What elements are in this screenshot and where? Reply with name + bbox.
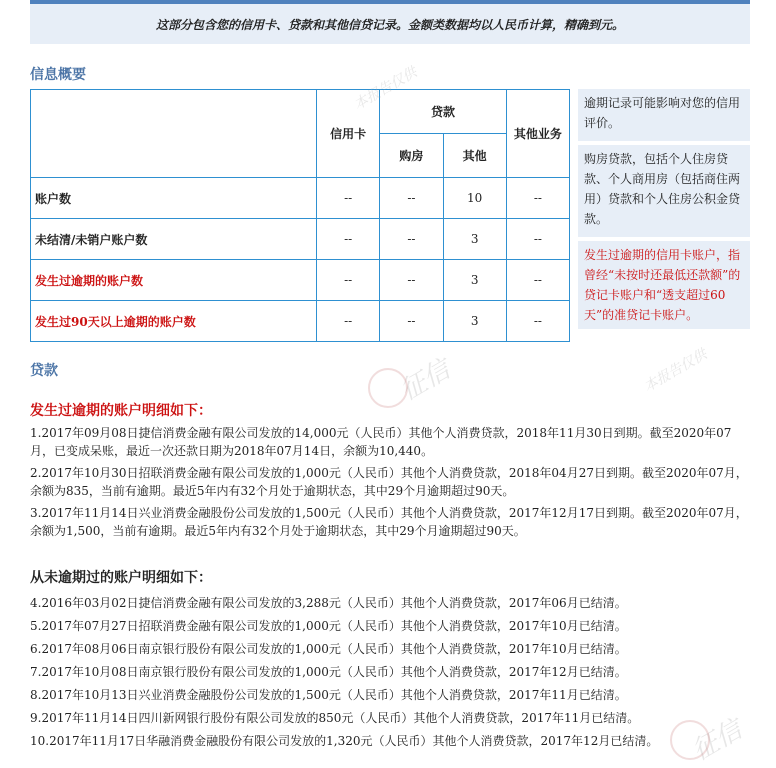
row-label: 发生过90天以上逾期的账户数: [31, 301, 317, 342]
table-row: [31, 260, 570, 301]
list-item: 7.2017年10月08日南京银行股份有限公司发放的1,000元（人民币）其他个人消费贷款，2017年12月已结清。: [30, 665, 627, 679]
cell-credit-card: --: [317, 260, 380, 301]
cell-credit-card: --: [317, 178, 380, 219]
header-loan: 贷款: [380, 90, 506, 134]
loans-title: 贷款: [30, 363, 58, 379]
overview-title: 信息概要: [30, 67, 86, 83]
header-credit-card: 信用卡: [317, 90, 380, 178]
overdue-entries: [30, 424, 752, 540]
list-item: 8.2017年10月13日兴业消费金融股份公司发放的1,500元（人民币）其他个人消费贷款，2017年11月已结清。: [30, 688, 627, 702]
list-item: 5.2017年07月27日招联消费金融有限公司发放的1,000元（人民币）其他个人消费贷款，2017年10月已结清。: [30, 619, 627, 633]
row-label: 未结清/未销户账户数: [31, 219, 317, 260]
row-label: 账户数: [31, 178, 317, 219]
cell-other: 3: [443, 260, 506, 301]
header-loan-other: 其他: [443, 134, 506, 178]
list-item: 10.2017年11月17日华融消费金融股份有限公司发放的1,320元（人民币）其他个人消费贷款，2017年12月已结清。: [30, 734, 659, 748]
note-credit-card-overdue: 发生过逾期的信用卡账户，指曾经“未按时还最低还款额”的贷记卡账户和“透支超过60天”的准贷记卡账户。: [578, 241, 750, 329]
overdue-heading: 发生过逾期的账户明细如下：: [30, 403, 212, 419]
header-other-business: 其他业务: [506, 90, 569, 178]
seal-icon: [368, 368, 408, 408]
cell-other-business: --: [506, 301, 569, 342]
cell-housing: --: [380, 301, 443, 342]
list-item: 4.2016年03月02日捷信消费金融有限公司发放的3,288元（人民币）其他个人消费贷款，2017年06月已结清。: [30, 596, 627, 610]
header-loan-housing: 购房: [380, 134, 443, 178]
cell-housing: --: [380, 260, 443, 301]
banner-text: 这部分包含您的信用卡、贷款和其他信贷记录。金额类数据均以人民币计算，精确到元。: [155, 17, 624, 32]
table-row: [31, 178, 570, 219]
note-overdue-impact: 逾期记录可能影响对您的信用评价。: [578, 89, 750, 141]
table-row: [31, 301, 570, 342]
cell-other-business: --: [506, 178, 569, 219]
overview-table: [30, 89, 570, 342]
list-item: 1.2017年09月08日捷信消费金融有限公司发放的14,000元（人民币）其他个人消费贷款，2018年11月30日到期。截至2020年07月，已变成呆账，最近一次还款日期为2018年07月14日，余额为10,440。: [30, 426, 732, 458]
list-item: 2.2017年10月30日招联消费金融有限公司发放的1,000元（人民币）其他个人消费贷款，2018年04月27日到期。截至2020年07月，余额为835，当前有逾期。最近5年内有32个月处于逾期状态，其中29个月逾期超过90天。: [30, 466, 748, 498]
note-housing-loan: 购房贷款，包括个人住房贷款、个人商用房（包括商住两用）贷款和个人住房公积金贷款。: [578, 145, 750, 237]
cell-housing: --: [380, 178, 443, 219]
corner-cell: [31, 90, 317, 178]
cell-credit-card: --: [317, 219, 380, 260]
normal-heading: 从未逾期过的账户明细如下：: [30, 570, 212, 586]
banner: [30, 0, 750, 44]
cell-other: 3: [443, 301, 506, 342]
watermark: 本报告仅供: [351, 64, 420, 114]
table-row: [31, 219, 570, 260]
list-item: 6.2017年08月06日南京银行股份有限公司发放的1,000元（人民币）其他个人消费贷款，2017年10月已结清。: [30, 642, 627, 656]
cell-credit-card: --: [317, 301, 380, 342]
cell-other: 10: [443, 178, 506, 219]
watermark: 本报告仅供: [641, 346, 710, 396]
cell-other: 3: [443, 219, 506, 260]
watermark: 征信: [395, 354, 456, 407]
cell-other-business: --: [506, 260, 569, 301]
watermark: 征信: [687, 714, 748, 767]
row-label: 发生过逾期的账户数: [31, 260, 317, 301]
list-item: 3.2017年11月14日兴业消费金融股份公司发放的1,500元（人民币）其他个人消费贷款，2017年12月17日到期。截至2020年07月，余额为1,500，当前有逾期。最近5年内有32个月处于逾期状态，其中29个月逾期超过90天。: [30, 506, 748, 538]
overview-notes: [578, 89, 750, 333]
cell-housing: --: [380, 219, 443, 260]
normal-entries: [30, 592, 752, 753]
cell-other-business: --: [506, 219, 569, 260]
list-item: 9.2017年11月14日四川新网银行股份有限公司发放的850元（人民币）其他个人消费贷款，2017年11月已结清。: [30, 711, 640, 725]
